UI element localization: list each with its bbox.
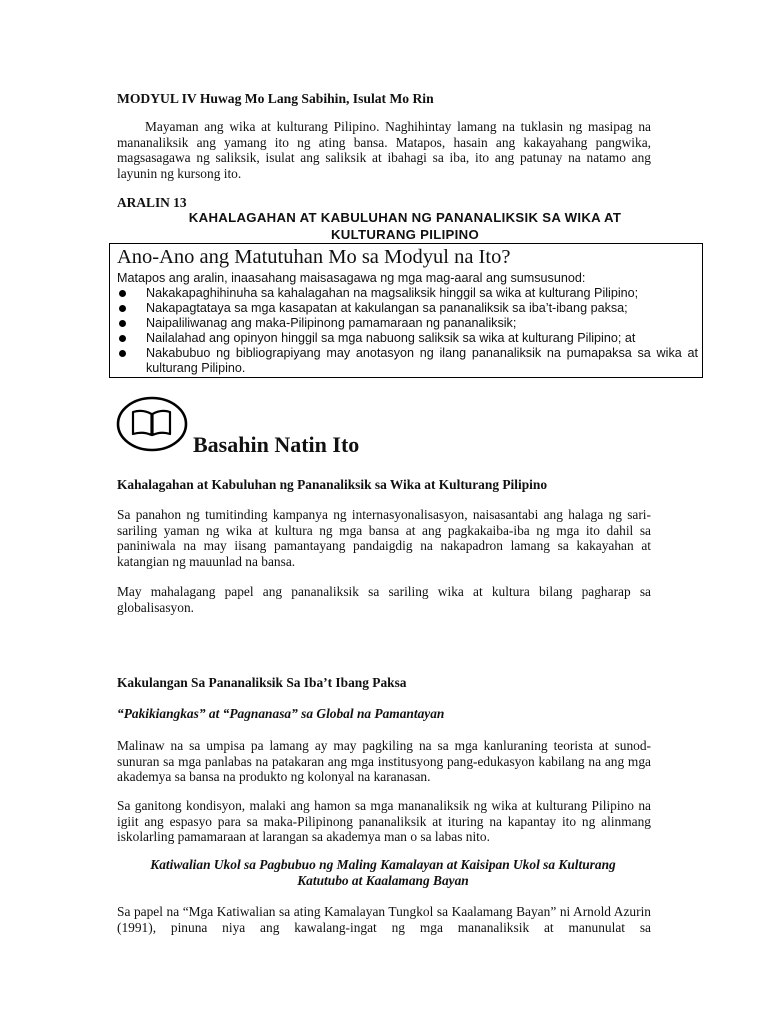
- reading-paragraph-1: Sa panahon ng tumitinding kampanya ng internasyonalisasyon, naisasantabi ang halaga ng sari-sariling yaman ng wika at kultura ng mga bansa at ang pagkakaiba-iba ng mga ito dahil sa paniniwala na may iisang pamantayang pandaigdig na nakapadron lamang sa kakayahan at katangian ng mauunlad na bansa.: [117, 507, 651, 569]
- bullet-icon: [119, 320, 126, 327]
- objective-item: Naipaliliwanag ang maka-Pilipinong pamamaraan ng pananaliksik;: [110, 316, 698, 331]
- objective-item: Nakakapaghihinuha sa kahalagahan na magsaliksik hinggil sa wika at kulturang Pilipino;: [110, 286, 698, 301]
- reading-paragraph-2: May mahalagang papel ang pananaliksik sa sariling wika at kultura bilang pagharap sa globalisasyon.: [117, 584, 651, 615]
- reading-section-title: Kahalagahan at Kabuluhan ng Pananaliksik sa Wika at Kulturang Pilipino: [117, 477, 548, 492]
- bullet-icon: [119, 290, 126, 297]
- objective-item: Nailalahad ang opinyon hinggil sa mga nabuong saliksik sa wika at kulturang Pilipino; at: [110, 331, 698, 346]
- lesson-title-line2: KULTURANG PILIPINO: [330, 227, 479, 242]
- objectives-list: [110, 286, 698, 376]
- section2-paragraph-1: Malinaw na sa umpisa pa lamang ay may pagkiling na sa mga kanluraning teorista at sunod-sunuran sa mga panlabas na patakaran ang mga institusyong pang-edukasyon kabilang na ang mga akademya sa bansa na produkto ng kolonyal na karanasan.: [117, 738, 651, 785]
- open-book-icon: [116, 395, 188, 453]
- section2-title: Kakulangan Sa Pananaliksik Sa Iba’t Ibang Paksa: [117, 675, 407, 690]
- objective-item: Nakapagtataya sa mga kasapatan at kakulangan sa pananaliksik sa iba’t-ibang paksa;: [110, 301, 698, 316]
- bullet-icon: [119, 305, 126, 312]
- section2-paragraph-2: Sa ganitong kondisyon, malaki ang hamon sa mga mananaliksik ng wika at kulturang Pilipino na igiit ang espasyo para sa maka-Pilipinong pananaliksik at ituring na kapantay ito ng alinmang iskolarling pamamaraan at larangan sa akademya man o sa labas nito.: [117, 798, 651, 845]
- reading-heading: Basahin Natin Ito: [193, 432, 360, 457]
- objectives-intro: Matapos ang aralin, inaasahang maisasagawa ng mga mag-aaral ang sumsusunod:: [117, 271, 586, 285]
- objective-item: Nakabubuo ng bibliograpiyang may anotasyon ng ilang pananaliksik na pumapaksa sa wika at kulturang Pilipino.: [110, 346, 698, 376]
- objectives-box: [109, 243, 703, 378]
- objectives-heading: Ano-Ano ang Matutuhan Mo sa Modyul na Ito?: [117, 246, 511, 268]
- bullet-icon: [119, 350, 126, 357]
- lesson-title-line1: KAHALAGAHAN AT KABULUHAN NG PANANALIKSIK SA WIKA AT: [188, 210, 622, 225]
- intro-paragraph: Mayaman ang wika at kulturang Pilipino. Naghihintay lamang na tuklasin ng masipag na mananaliksik ang yamang ito ng ating bansa. Matapos, hasain ang kakayahang pangwika, magsasagawa ng saliksik, isulat ang saliksik at ibahagi sa iba, ito ang patunay na natamo ang layunin ng kursong ito.: [117, 119, 651, 181]
- section3-paragraph-1: Sa papel na “Mga Katiwalian sa ating Kamalayan Tungkol sa Kaalamang Bayan” ni Arnold Azurin (1991), pinuna niya ang kawalang-ingat ng mga mananaliksik at manunulat sa: [117, 904, 651, 935]
- section2-subtitle: “Pakikiangkas” at “Pagnanasa” sa Global na Pamantayan: [117, 706, 445, 721]
- section3-title-line1: Katiwalian Ukol sa Pagbubuo ng Maling Kamalayan at Kaisipan Ukol sa Kulturang: [150, 857, 616, 872]
- bullet-icon: [119, 335, 126, 342]
- module-title: MODYUL IV Huwag Mo Lang Sabihin, Isulat Mo Rin: [117, 91, 434, 106]
- lesson-label: ARALIN 13: [117, 195, 187, 210]
- section3-title-line2: Katutubo at Kaalamang Bayan: [297, 873, 469, 888]
